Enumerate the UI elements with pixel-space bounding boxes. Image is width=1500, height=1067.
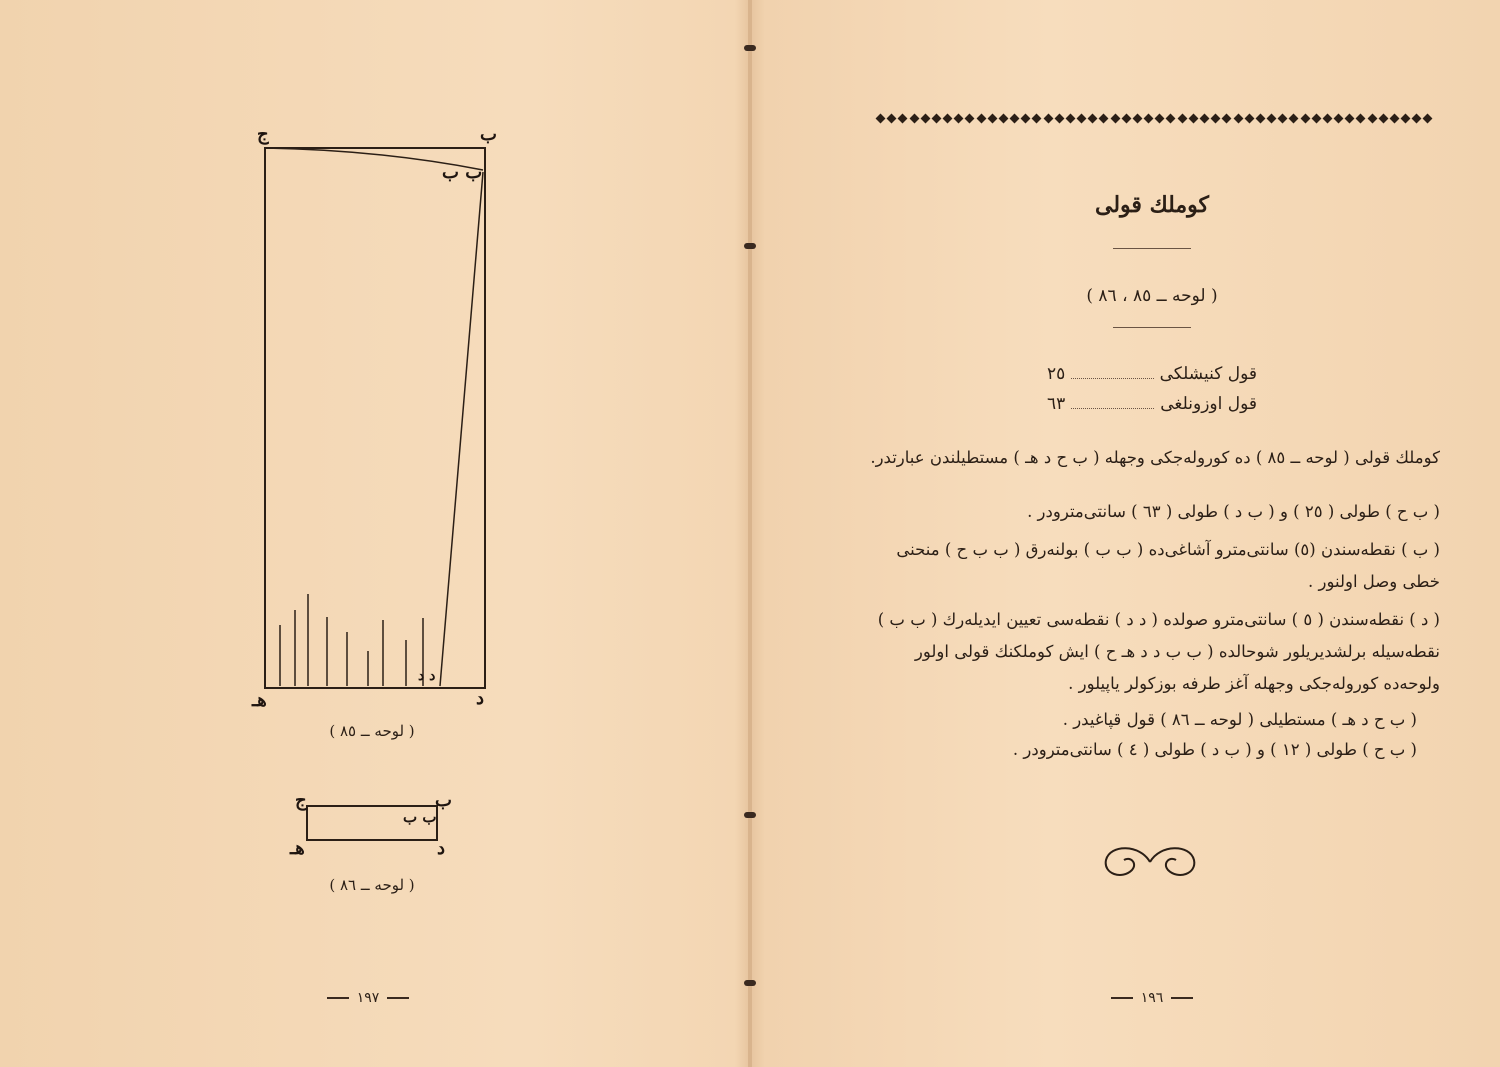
point-label-b: ب	[480, 124, 497, 145]
point-label-dd: د د	[418, 668, 436, 684]
section-subtitle: ( لوحه ــ ٨٥ ، ٨٦ )	[1086, 286, 1218, 306]
subtitle-rule	[1113, 327, 1191, 328]
page-number-left	[268, 990, 468, 1006]
point-label-j: ج	[295, 790, 307, 811]
page-number-right	[1052, 990, 1252, 1006]
leader-dots	[1071, 398, 1154, 409]
point-label-d: د	[476, 688, 485, 709]
sleeve-pattern-diagram	[240, 120, 500, 724]
section-title: كوملك قولى	[1094, 192, 1210, 218]
point-label-d: د	[437, 838, 446, 859]
measurement-value: ٦٣	[1047, 394, 1066, 414]
title-rule	[1113, 248, 1191, 249]
body-paragraph: ( ب ح ) طولى ( ١٢ ) و ( ب د ) طولى ( ٤ ) سانتى‌مترودر .	[1012, 740, 1417, 759]
figure-caption-85: ( لوحه ــ ٨٥ )	[329, 722, 415, 740]
point-label-b: ب	[435, 790, 452, 811]
sleeve-pattern-drawing	[240, 120, 500, 720]
point-label-h: هـ	[290, 838, 305, 859]
point-label-bb: ب ب	[403, 808, 437, 826]
measurement-value: ٢٥	[1047, 364, 1066, 384]
measurement-label: قول اوزونلغى	[1160, 394, 1257, 414]
right-page	[752, 0, 1500, 1067]
ornament-swirl-icon	[1100, 838, 1200, 886]
body-paragraph: ( ب ) نقطه‌سندن (٥) سانتى‌مترو آشاغى‌ده ( ب ب ) بولنه‌رق ( ب ب ح ) منحنى خطى وصل اولنور .	[896, 540, 1440, 591]
cuff-pattern-diagram	[285, 788, 455, 862]
leader-dots	[1071, 368, 1153, 379]
body-paragraph: ( ب ح ) طولى ( ٢٥ ) و ( ب د ) طولى ( ٦٣ ) سانتى‌مترودر .	[1027, 502, 1440, 521]
page-number-text: ١٩٧	[356, 990, 380, 1006]
measurement-row	[1047, 364, 1257, 384]
left-page	[0, 0, 748, 1067]
measurement-label: قول كنيشلكى	[1159, 364, 1257, 384]
point-label-j: ج	[257, 124, 269, 145]
point-label-bb: ب ب	[442, 162, 483, 183]
body-paragraph: ( ب ح د هـ ) مستطيلى ( لوحه ــ ٨٦ ) قول قپاغيدر .	[1062, 710, 1417, 729]
point-label-h: هـ	[252, 690, 267, 711]
figure-caption-86: ( لوحه ــ ٨٦ )	[329, 876, 415, 894]
body-paragraph: كوملك قولى ( لوحه ــ ٨٥ ) ده كوروله‌جكى وجهله ( ب ح د هـ ) مستطيلندن عبارتدر.	[870, 448, 1440, 467]
body-paragraph: ( د ) نقطه‌سندن ( ٥ ) سانتى‌مترو صولده ( د د ) نقطه‌سى تعيين ايديله‌رك ( ب ب ) نقطه‌سيله برلشديريلور شوحالده ( ب ب د د هـ ح ) ايش كوملكنك قولى اولور ولوحه‌ده كوروله‌جكى وجهله آغز طرفه بوزكولر ياپيلور .	[877, 610, 1440, 693]
measurement-row	[1047, 394, 1257, 414]
ornamental-border	[877, 111, 1432, 125]
page-number-text: ١٩٦	[1140, 990, 1164, 1006]
